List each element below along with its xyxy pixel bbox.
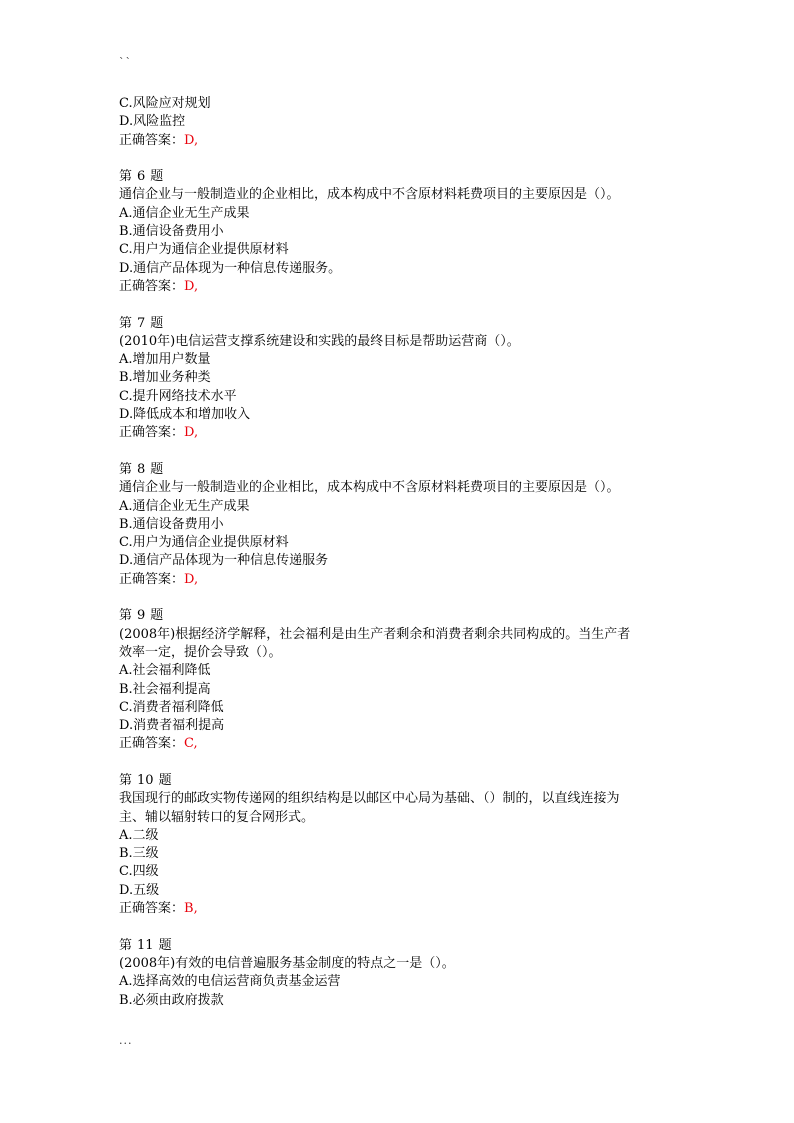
question-suffix: 题 (158, 937, 172, 953)
question-suffix: 题 (150, 315, 164, 331)
option-line: D.消费者福利提高 (119, 718, 225, 734)
answer-value: D, (184, 571, 199, 587)
question-list (119, 95, 679, 1010)
option-line: A.通信企业无生产成果 (119, 205, 250, 221)
option-line: A.二级 (119, 827, 159, 843)
option-line: B.必须由政府拨款 (119, 992, 224, 1008)
answer-value: D, (184, 132, 199, 148)
question-suffix: 题 (150, 461, 164, 477)
question-number (119, 607, 679, 625)
question-stem: (2010年)电信运营支撑系统建设和实践的最终目标是帮助运营商（）。 (119, 333, 520, 349)
option-line: B.通信设备费用小 (119, 224, 224, 240)
question-prefix: 第 (119, 169, 133, 185)
question-number-value: 9 (137, 608, 146, 624)
option-line: D.通信产品体现为一种信息传递服务。 (119, 260, 342, 276)
question-number (119, 937, 679, 955)
answer-label: 正确答案： (119, 736, 185, 752)
answer-line (119, 132, 679, 150)
option-line: D.五级 (119, 882, 160, 898)
option-line: B.社会福利提高 (119, 681, 211, 697)
question-block (119, 168, 679, 296)
option-line: B.增加业务种类 (119, 370, 211, 386)
question-stem: 效率一定，提价会导致（）。 (119, 644, 282, 660)
answer-value: D, (184, 278, 199, 294)
question-block (119, 607, 679, 753)
question-number (119, 168, 679, 186)
question-number (119, 315, 679, 333)
question-stem: 通信企业与一般制造业的企业相比，成本构成中不含原材料耗费项目的主要原因是（）。 (119, 187, 620, 203)
question-prefix: 第 (119, 937, 133, 953)
question-number-value: 10 (137, 772, 154, 788)
question-block (119, 315, 679, 443)
question-block (119, 772, 679, 918)
answer-line (119, 424, 679, 442)
option-line: C.用户为通信企业提供原材料 (119, 535, 289, 551)
page-footer-mark: ... (119, 1034, 133, 1047)
question-number-value: 7 (137, 315, 146, 331)
answer-line (119, 735, 679, 753)
answer-label: 正确答案： (119, 132, 185, 148)
question-suffix: 题 (158, 772, 172, 788)
question-number-value: 6 (137, 169, 146, 185)
question-block (119, 461, 679, 589)
question-prefix: 第 (119, 608, 133, 624)
option-line: A.选择高效的电信运营商负责基金运营 (119, 974, 341, 990)
question-number (119, 772, 679, 790)
question-suffix: 题 (150, 608, 164, 624)
question-stem: (2008年)根据经济学解释，社会福利是由生产者剩余和消费者剩余共同构成的。当生产者 (119, 626, 631, 642)
question-stem: 我国现行的邮政实物传递网的组织结构是以邮区中心局为基础、（）制的，以直线连接为 (119, 791, 620, 807)
option-line: D.风险监控 (119, 114, 186, 130)
question-prefix: 第 (119, 772, 133, 788)
answer-value: C, (184, 736, 198, 752)
answer-line (119, 900, 679, 918)
option-line: A.社会福利降低 (119, 663, 211, 679)
option-line: D.通信产品体现为一种信息传递服务 (119, 553, 329, 569)
fragment-block (119, 95, 679, 150)
option-line: B.三级 (119, 846, 159, 862)
answer-label: 正确答案： (119, 278, 185, 294)
question-number-value: 11 (137, 937, 154, 953)
question-number (119, 461, 679, 479)
question-block (119, 937, 679, 1010)
answer-line (119, 571, 679, 589)
question-stem: 通信企业与一般制造业的企业相比，成本构成中不含原材料耗费项目的主要原因是（）。 (119, 480, 620, 496)
option-line: B.通信设备费用小 (119, 516, 224, 532)
option-line: C.用户为通信企业提供原材料 (119, 242, 289, 258)
answer-label: 正确答案： (119, 425, 185, 441)
answer-label: 正确答案： (119, 901, 185, 917)
page-header-mark: `` (119, 56, 132, 69)
question-prefix: 第 (119, 315, 133, 331)
option-line: C.消费者福利降低 (119, 699, 224, 715)
answer-line (119, 278, 679, 296)
question-number-value: 8 (137, 461, 146, 477)
option-line: D.降低成本和增加收入 (119, 407, 251, 423)
option-line: A.通信企业无生产成果 (119, 498, 250, 514)
option-line: C.四级 (119, 864, 159, 880)
answer-value: B, (184, 901, 198, 917)
question-stem: 主、辅以辐射转口的复合网形式。 (119, 809, 315, 825)
question-stem: (2008年)有效的电信普遍服务基金制度的特点之一是（）。 (119, 955, 455, 971)
option-line: C.风险应对规划 (119, 96, 211, 111)
question-prefix: 第 (119, 461, 133, 477)
answer-label: 正确答案： (119, 571, 185, 587)
question-suffix: 题 (150, 169, 164, 185)
option-line: C.提升网络技术水平 (119, 388, 237, 404)
answer-value: D, (184, 425, 199, 441)
option-line: A.增加用户数量 (119, 352, 211, 368)
